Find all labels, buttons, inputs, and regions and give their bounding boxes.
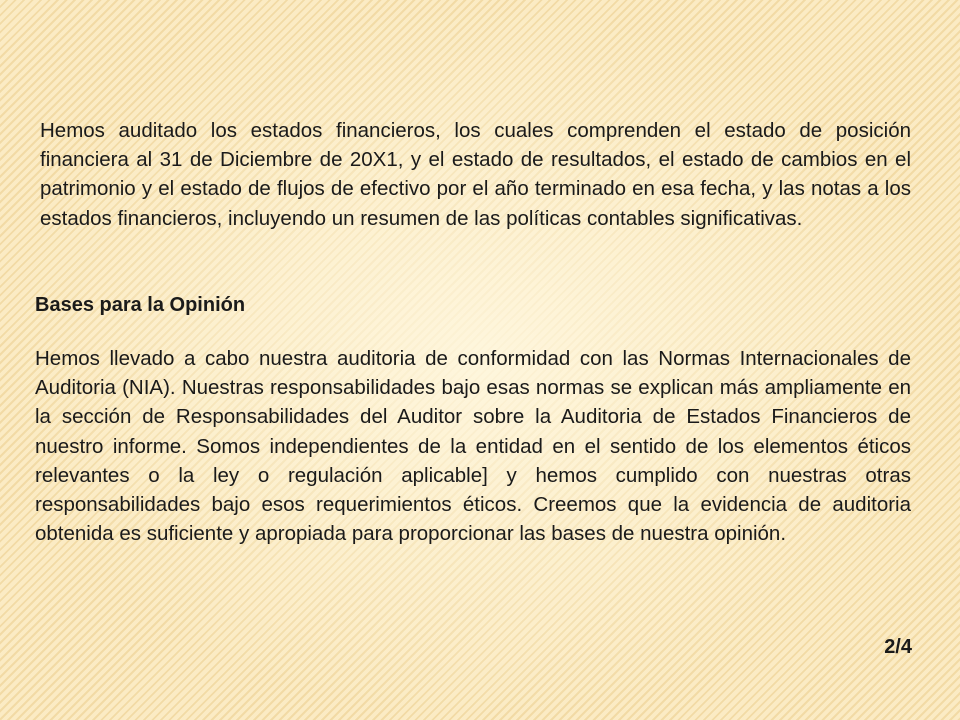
intro-paragraph: Hemos auditado los estados financieros, los cuales comprenden el estado de posición financiera al 31 de Diciembre de 20X1, y el estado de resultados, el estado de cambios en el patrimonio y el estado de flujos de efectivo por el año terminado en esa fecha, y las notas a los estados financieros, incluyendo un resumen de las políticas contables significativas. [40,119,911,230]
page-number: 2/4 [884,636,912,658]
basis-paragraph: Hemos llevado a cabo nuestra auditoria de conformidad con las Normas Internacionales de Auditoria (NIA). Nuestras responsabilidades bajo esas normas se explican más ampliamente en la sección de Responsabilidades del Auditor sobre la Auditoria de Estados Financieros de nuestro informe. Somos independientes de la entidad en el sentido de los elementos éticos relevantes o la ley o regulación aplicable] y hemos cumplido con nuestras otras responsabilidades bajo esos requerimientos éticos. Creemos que la evidencia de auditoria obtenida es suficiente y apropiada para proporcionar las bases de nuestra opinión. [35,347,911,546]
section-heading: Bases para la Opinión [35,294,246,316]
